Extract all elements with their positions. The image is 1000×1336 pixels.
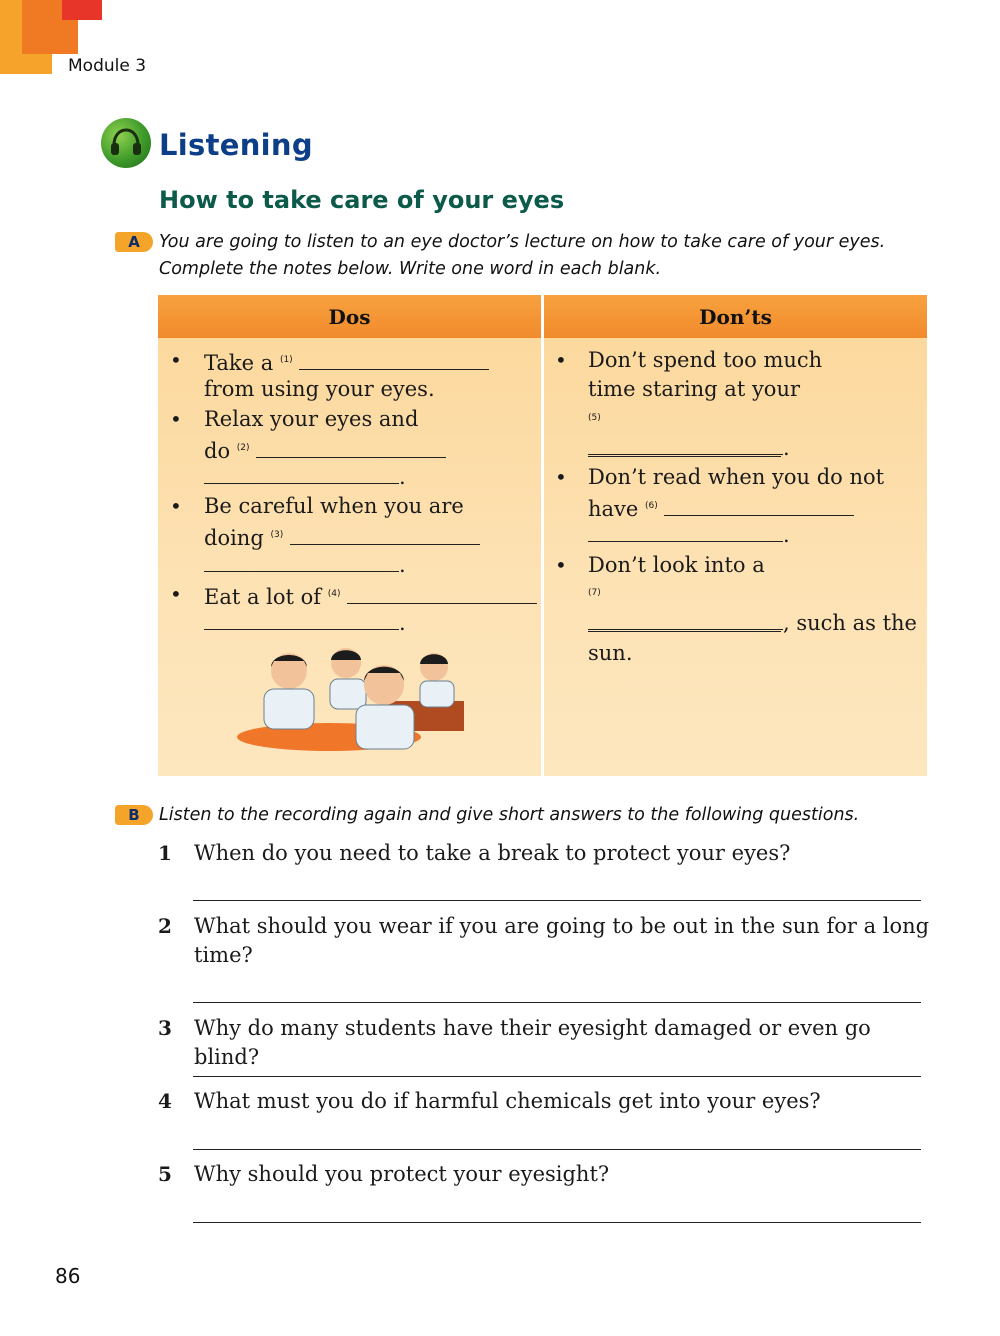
answer-line-4[interactable] <box>193 1149 921 1150</box>
blank-6b[interactable] <box>588 523 783 542</box>
bullet: • <box>170 494 182 518</box>
blank-number-3: (3) <box>270 530 284 540</box>
question-number: 5 <box>158 1162 172 1186</box>
period: . <box>399 611 406 635</box>
part-b-badge: B <box>115 805 153 825</box>
dos-item-4-line <box>204 609 406 638</box>
part-a-instruction-line2: Complete the notes below. Write one word in each blank. <box>159 259 662 279</box>
dos-item-2-line <box>204 463 406 492</box>
period: . <box>399 553 406 577</box>
dos-item-2-cont <box>204 434 446 466</box>
period: . <box>399 465 406 489</box>
bullet: • <box>555 348 567 372</box>
blank-2a[interactable] <box>256 439 446 458</box>
dos-header: Dos <box>158 295 541 338</box>
bullet: • <box>555 553 567 577</box>
dos-item-1 <box>204 346 489 378</box>
bullet: • <box>170 582 182 606</box>
student-2 <box>330 648 366 709</box>
dos-item-2: Relax your eyes and <box>204 407 419 431</box>
donts-header: Don’ts <box>544 295 927 338</box>
donts-item-1-cont: time staring at your <box>588 377 801 401</box>
blank-4b[interactable] <box>204 611 399 630</box>
bullet: • <box>555 465 567 489</box>
question-text: What must you do if harmful chemicals get into your eyes? <box>194 1089 821 1113</box>
blank-number-5: (5) <box>588 413 601 423</box>
question-text: Why should you protect your eyesight? <box>194 1162 610 1186</box>
lesson-subtitle: How to take care of your eyes <box>159 186 565 214</box>
blank-number-4: (4) <box>327 589 341 599</box>
blank-4a[interactable] <box>347 585 537 604</box>
dos-item-1-text: Take a <box>204 351 274 375</box>
period: . <box>783 436 790 460</box>
dos-item-3-line <box>204 551 406 580</box>
blank-1[interactable] <box>299 351 489 370</box>
donts-item-2-have: have <box>588 497 639 521</box>
dos-item-3-doing: doing <box>204 526 264 550</box>
part-a-instruction <box>159 229 885 283</box>
dos-item-3: Be careful when you are <box>204 494 464 518</box>
question-text: What should you wear if you are going to be out in the sun for a long <box>194 914 930 938</box>
dos-item-2-do: do <box>204 439 231 463</box>
donts-item-3: Don’t look into a <box>588 553 765 577</box>
student-3 <box>356 665 414 749</box>
answer-line-5[interactable] <box>193 1222 921 1223</box>
blank-5b[interactable] <box>588 436 783 455</box>
period: . <box>783 523 790 547</box>
question-text: When do you need to take a break to protect your eyes? <box>194 841 791 865</box>
blank-number-2: (2) <box>236 443 250 453</box>
blank-number-7: (7) <box>588 588 601 598</box>
donts-item-3-cont: , such as the <box>783 611 917 635</box>
answer-line-1[interactable] <box>193 900 921 901</box>
question-text-cont: time? <box>194 943 253 967</box>
answer-line-3[interactable] <box>193 1076 921 1077</box>
blank-number-1: (1) <box>279 355 293 365</box>
question-number: 2 <box>158 914 172 938</box>
blank-3b[interactable] <box>204 553 399 572</box>
dos-item-3-cont <box>204 521 480 553</box>
notes-table <box>158 295 927 776</box>
section-title: Listening <box>159 128 313 162</box>
blank-number-6: (6) <box>645 501 658 511</box>
module-label: Module 3 <box>68 56 147 76</box>
donts-item-2-line <box>588 521 790 550</box>
part-b-instruction: Listen to the recording again and give short answers to the following questions. <box>159 805 860 825</box>
question-number: 3 <box>158 1016 172 1040</box>
question-text: Why do many students have their eyesight damaged or even go blind? <box>194 1016 871 1069</box>
bullet: • <box>170 348 182 372</box>
answer-line-2[interactable] <box>193 1002 921 1003</box>
students-illustration <box>234 645 474 755</box>
part-a-badge: A <box>115 232 153 252</box>
donts-item-1: Don’t spend too much <box>588 348 823 372</box>
page-number: 86 <box>55 1264 81 1288</box>
question-number: 4 <box>158 1089 172 1113</box>
blank-2b[interactable] <box>204 465 399 484</box>
headphones-icon <box>101 118 151 168</box>
donts-item-2: Don’t read when you do not <box>588 465 885 489</box>
corner-decoration-red <box>62 0 102 20</box>
student-4 <box>420 653 454 707</box>
blank-7b[interactable] <box>588 611 783 630</box>
donts-item-3-end: sun. <box>588 641 633 665</box>
donts-item-3-line <box>588 609 917 638</box>
blank-6a[interactable] <box>664 497 854 516</box>
donts-item-1-line <box>588 434 790 463</box>
dos-item-1-cont: from using your eyes. <box>204 377 435 401</box>
question-number: 1 <box>158 841 172 865</box>
dos-item-4 <box>204 580 537 612</box>
student-1 <box>264 653 314 729</box>
dos-item-4-text: Eat a lot of <box>204 585 322 609</box>
blank-3a[interactable] <box>290 526 480 545</box>
bullet: • <box>170 407 182 431</box>
part-a-instruction-line1: You are going to listen to an eye doctor’s lecture on how to take care of your eyes. <box>159 232 886 252</box>
donts-item-2-cont <box>588 492 854 524</box>
